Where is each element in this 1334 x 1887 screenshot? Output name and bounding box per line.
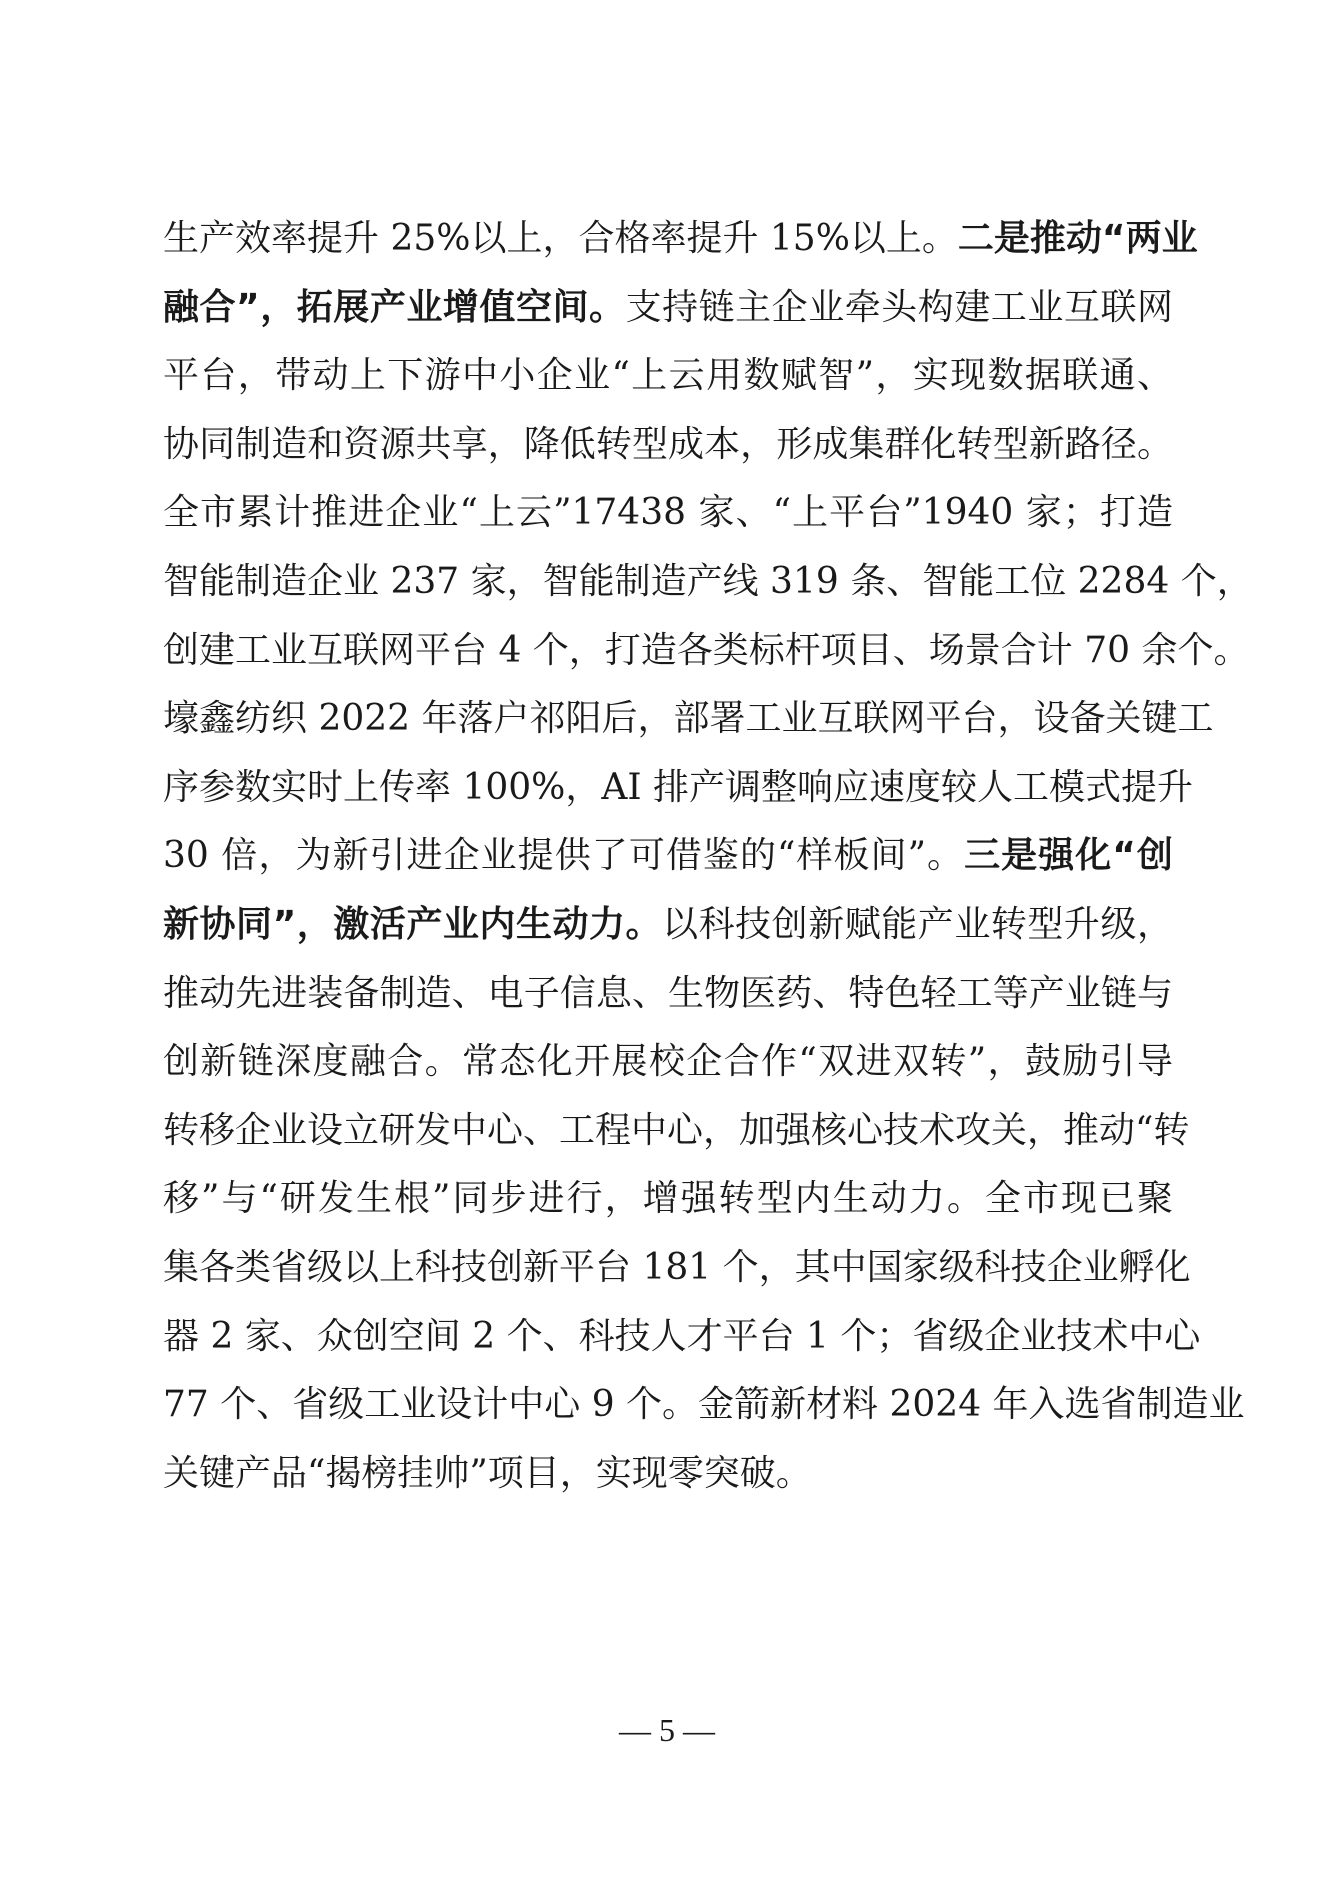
text-line — [163, 1303, 1201, 1372]
text-line — [163, 891, 1173, 960]
text-line — [163, 342, 1173, 411]
text-segment: 30 倍，为新引进企业提供了可借鉴的“样板间”。 — [163, 835, 965, 877]
text-segment: 智能制造企业 237 家，智能制造产线 319 条、智能工位 2284 个， — [163, 560, 1253, 602]
text-segment: 移”与“研发生根”同步进行，增强转型内生动力。全市现已聚 — [163, 1178, 1173, 1220]
text-line — [163, 205, 1198, 274]
text-segment: 生产效率提升 25%以上，合格率提升 15%以上。 — [163, 218, 958, 259]
text-line — [163, 1371, 1245, 1440]
text-line — [163, 548, 1253, 617]
text-segment: 以科技创新赋能产业转型升级， — [662, 903, 1173, 945]
bold-phrase: 新协同”，激活产业内生动力。 — [163, 903, 663, 945]
text-line — [163, 479, 1173, 548]
text-segment: 创新链深度融合。常态化开展校企合作“双进双转”，鼓励引导 — [163, 1041, 1173, 1083]
text-line — [163, 274, 1173, 343]
text-segment: 协同制造和资源共享，降低转型成本，形成集群化转型新路径。 — [163, 423, 1173, 465]
text-segment: 壕鑫纺织 2022 年落户祁阳后，部署工业互联网平台，设备关键工 — [163, 698, 1214, 740]
bold-phrase: 三是强化“创 — [964, 835, 1173, 877]
text-segment: 平台，带动上下游中小企业“上云用数赋智”，实现数据联通、 — [163, 355, 1173, 397]
text-segment: 支持链主企业牵头构建工业互联网 — [625, 286, 1173, 328]
text-line — [163, 822, 1173, 891]
text-segment: 关键产品“揭榜挂帅”项目，实现零突破。 — [163, 1452, 812, 1494]
text-line — [163, 1440, 1173, 1509]
text-segment: 序参数实时上传率 100%，AI 排产调整响应速度较人工模式提升 — [163, 766, 1194, 808]
page-number: — 5 — — [619, 1712, 715, 1748]
document-body — [163, 205, 1253, 1508]
text-line — [163, 1165, 1173, 1234]
text-segment: 77 个、省级工业设计中心 9 个。金箭新材料 2024 年入选省制造业 — [163, 1384, 1245, 1426]
text-segment: 全市累计推进企业“上云”17438 家、“上平台”1940 家；打造 — [163, 492, 1173, 534]
text-line — [163, 685, 1214, 754]
text-segment: 创建工业互联网平台 4 个，打造各类标杆项目、场景合计 70 余个。 — [163, 629, 1250, 671]
text-line — [163, 754, 1194, 823]
bold-phrase: 二是推动“两业 — [957, 218, 1198, 259]
text-line — [163, 1234, 1191, 1303]
text-segment: 器 2 家、众创空间 2 个、科技人才平台 1 个；省级企业技术中心 — [163, 1315, 1201, 1357]
bold-phrase: 融合”，拓展产业增值空间。 — [163, 286, 626, 328]
text-line — [163, 617, 1250, 686]
text-line — [163, 960, 1173, 1029]
text-line — [163, 411, 1173, 480]
text-line — [163, 1097, 1190, 1166]
text-segment: 集各类省级以上科技创新平台 181 个，其中国家级科技企业孵化 — [163, 1246, 1191, 1288]
text-segment: 推动先进装备制造、电子信息、生物医药、特色轻工等产业链与 — [163, 972, 1173, 1014]
text-segment: 转移企业设立研发中心、工程中心，加强核心技术攻关，推动“转 — [163, 1109, 1190, 1151]
text-line — [163, 1028, 1173, 1097]
